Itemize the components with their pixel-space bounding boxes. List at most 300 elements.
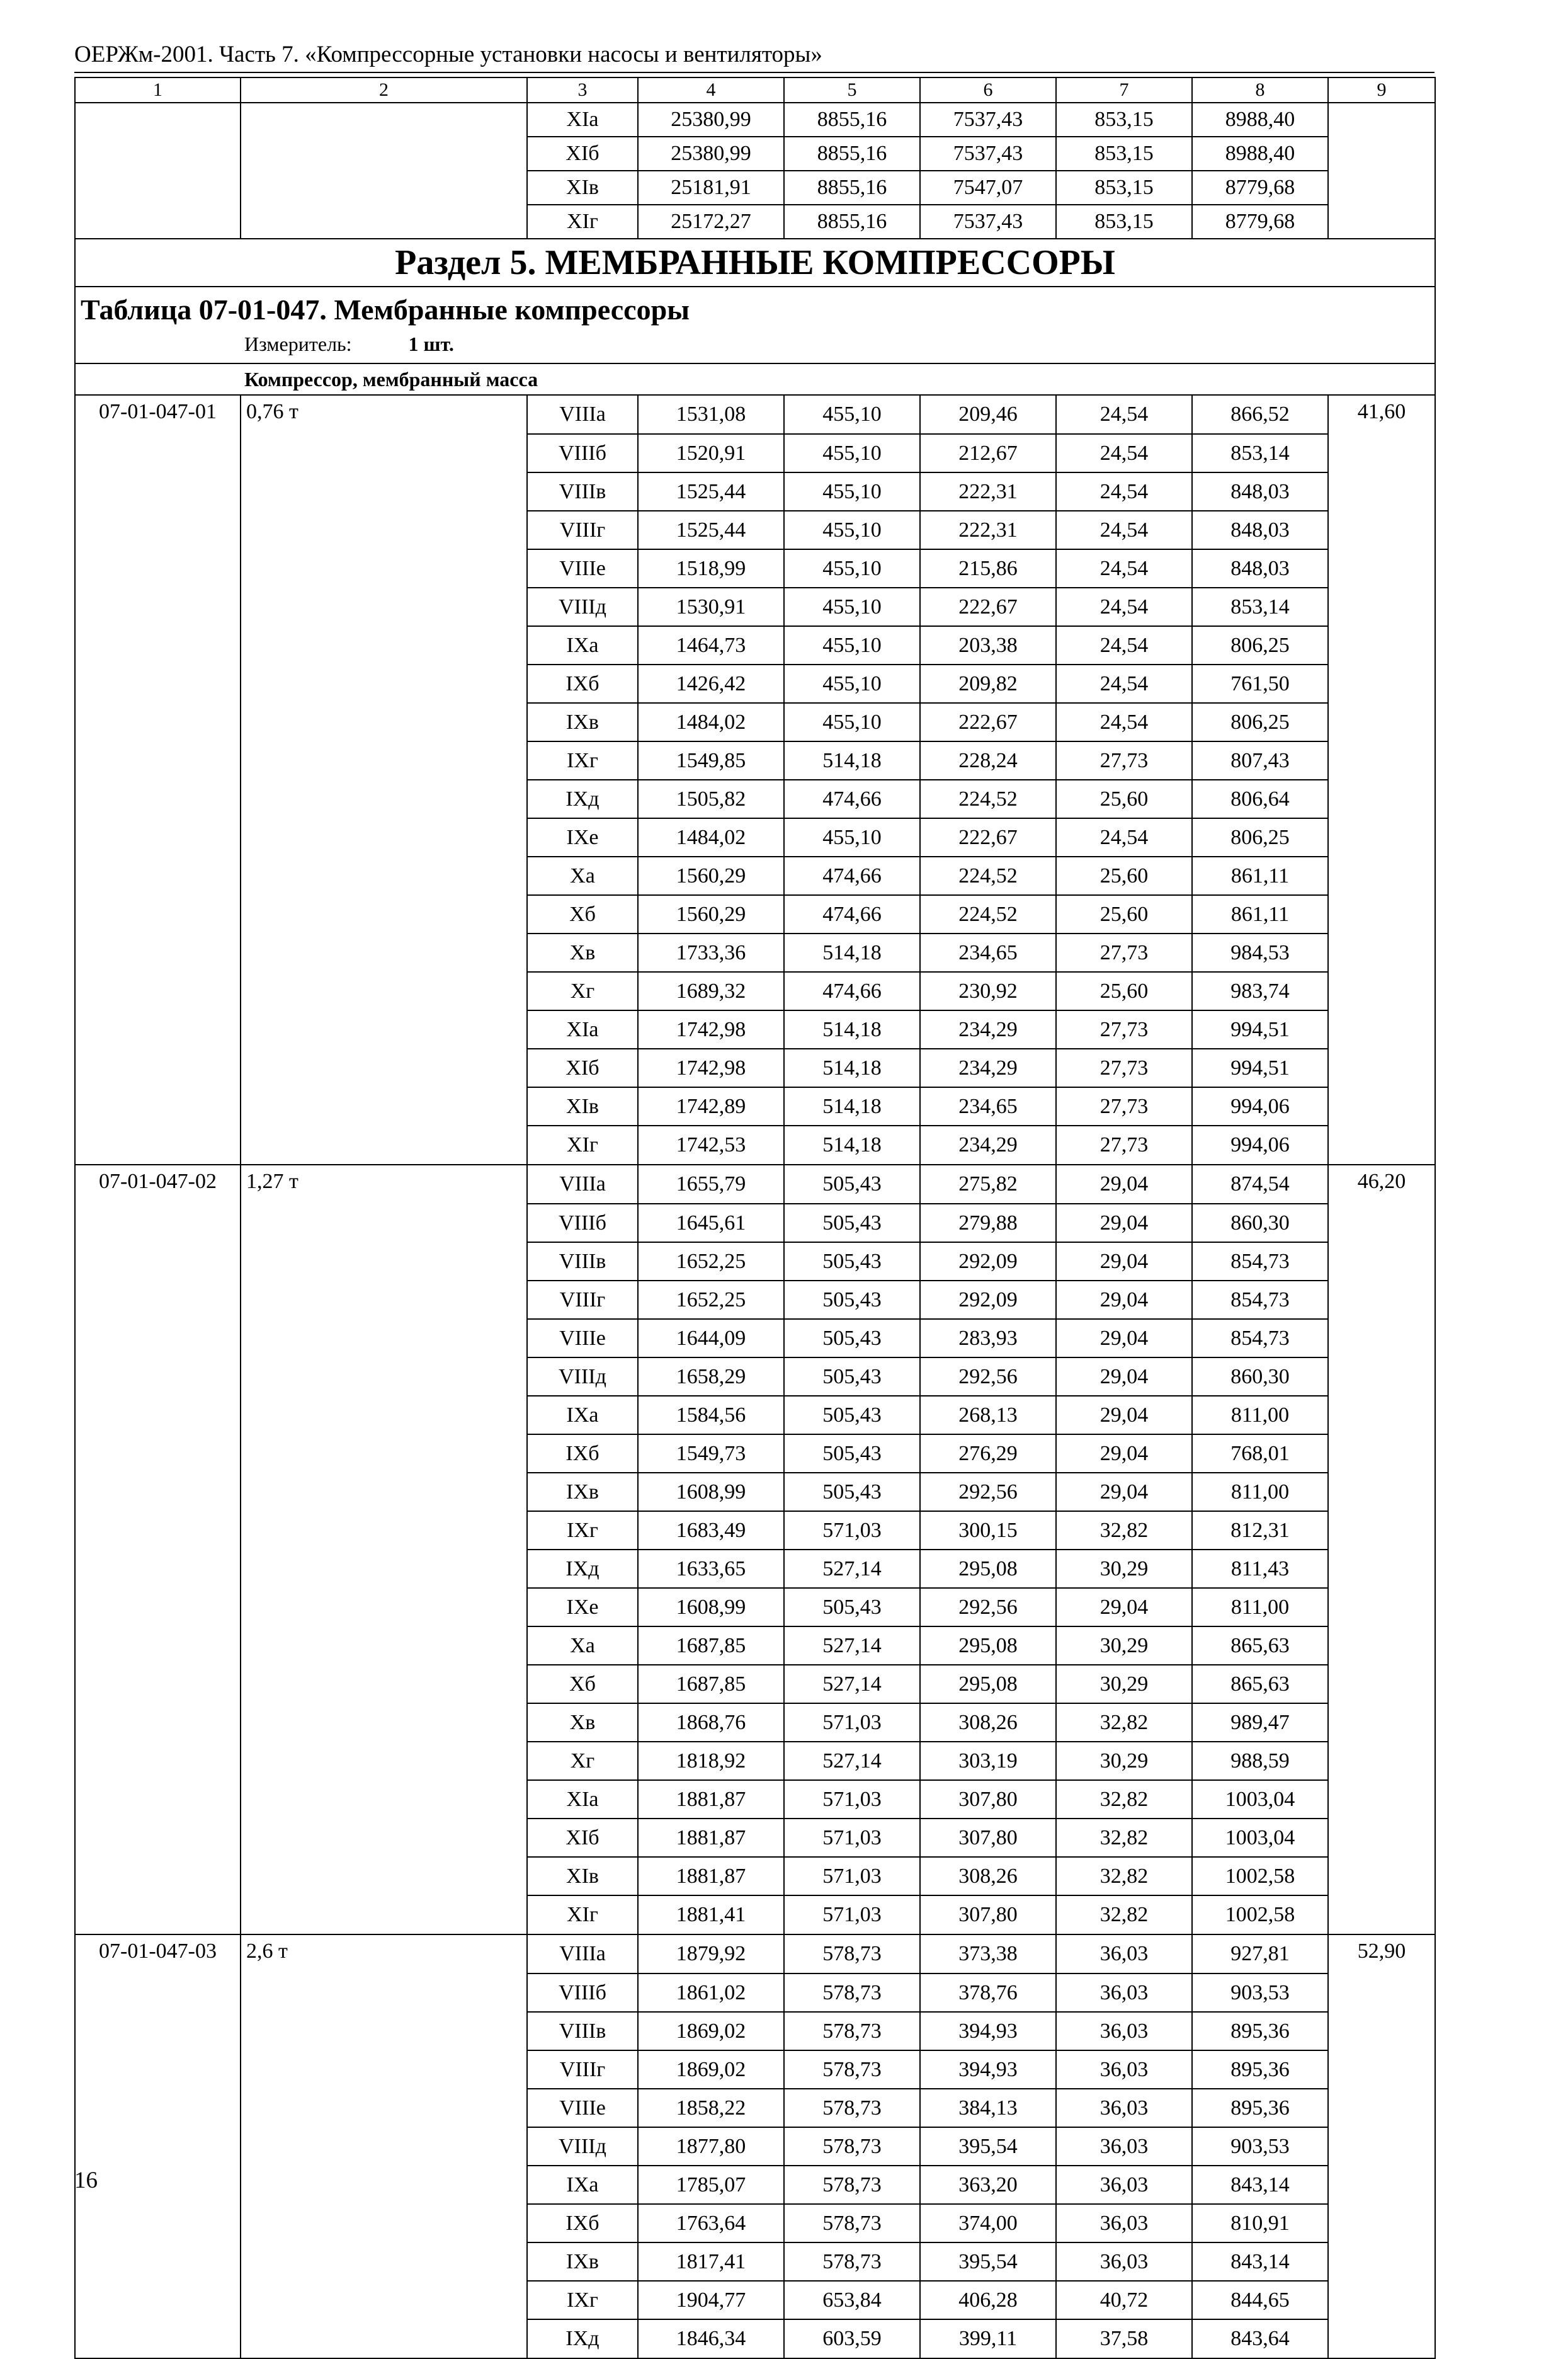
value-cell: 895,36 bbox=[1192, 2089, 1328, 2127]
column-number: 5 bbox=[784, 77, 920, 103]
value-cell: 994,06 bbox=[1192, 1126, 1328, 1165]
value-cell: 527,14 bbox=[784, 1665, 920, 1703]
value-cell: 761,50 bbox=[1192, 665, 1328, 703]
param-cell bbox=[241, 2242, 527, 2281]
value-cell: 292,09 bbox=[920, 1242, 1056, 1281]
value-cell: 8779,68 bbox=[1192, 171, 1328, 205]
table-row bbox=[75, 1665, 1435, 1703]
value-cell: 874,54 bbox=[1192, 1165, 1328, 1204]
code-cell bbox=[75, 1588, 241, 1626]
column-number: 8 bbox=[1192, 77, 1328, 103]
value-cell: 811,00 bbox=[1192, 1588, 1328, 1626]
value-cell: Xa bbox=[527, 1626, 638, 1665]
value-cell: 307,80 bbox=[920, 1895, 1056, 1934]
value-cell: 455,10 bbox=[784, 549, 920, 588]
table-row bbox=[75, 1319, 1435, 1357]
value-cell: 505,43 bbox=[784, 1434, 920, 1473]
code-cell bbox=[75, 2204, 241, 2242]
running-header: ОЕРЖм-2001. Часть 7. «Компрессорные установки насосы и вентиляторы» bbox=[74, 42, 822, 67]
col9-cell bbox=[1328, 2242, 1435, 2281]
value-cell: 308,26 bbox=[920, 1857, 1056, 1895]
value-cell: 860,30 bbox=[1192, 1204, 1328, 1242]
table-row bbox=[75, 1126, 1435, 1165]
value-cell: 853,15 bbox=[1056, 205, 1192, 239]
value-cell: 234,29 bbox=[920, 1126, 1056, 1165]
value-cell: 395,54 bbox=[920, 2127, 1056, 2166]
code-cell: 07-01-047-03 bbox=[75, 1934, 241, 1973]
col9-cell bbox=[1328, 1780, 1435, 1819]
table-row bbox=[75, 588, 1435, 626]
value-cell: 36,03 bbox=[1056, 1934, 1192, 1973]
value-cell: 234,65 bbox=[920, 1087, 1056, 1126]
value-cell: 811,00 bbox=[1192, 1473, 1328, 1511]
value-cell: 1520,91 bbox=[638, 434, 784, 472]
param-cell bbox=[241, 818, 527, 857]
col9-cell bbox=[1328, 665, 1435, 703]
code-cell bbox=[75, 2242, 241, 2281]
value-cell: 984,53 bbox=[1192, 934, 1328, 972]
price-table bbox=[74, 77, 1436, 2359]
value-cell: 1633,65 bbox=[638, 1550, 784, 1588]
param-cell bbox=[241, 1973, 527, 2012]
value-cell: 1645,61 bbox=[638, 1204, 784, 1242]
column-number: 1 bbox=[75, 77, 241, 103]
value-cell: 455,10 bbox=[784, 434, 920, 472]
code-cell bbox=[75, 703, 241, 741]
value-cell: VIIIa bbox=[527, 395, 638, 434]
value-cell: 1003,04 bbox=[1192, 1819, 1328, 1857]
value-cell: 8855,16 bbox=[784, 137, 920, 171]
value-cell: 806,25 bbox=[1192, 818, 1328, 857]
value-cell: 228,24 bbox=[920, 741, 1056, 780]
measure-line bbox=[244, 333, 1434, 355]
value-cell: 1861,02 bbox=[638, 1973, 784, 2012]
value-cell: 1002,58 bbox=[1192, 1895, 1328, 1934]
code-cell bbox=[75, 2319, 241, 2358]
value-cell: VIIIб bbox=[527, 1973, 638, 2012]
col9-cell bbox=[1328, 1665, 1435, 1703]
value-cell: 8855,16 bbox=[784, 205, 920, 239]
value-cell: 8855,16 bbox=[784, 103, 920, 137]
value-cell: 1002,58 bbox=[1192, 1857, 1328, 1895]
code-cell bbox=[75, 2050, 241, 2089]
value-cell: 1644,09 bbox=[638, 1319, 784, 1357]
value-cell: 394,93 bbox=[920, 2050, 1056, 2089]
col9-cell bbox=[1328, 1049, 1435, 1087]
value-cell: 578,73 bbox=[784, 1934, 920, 1973]
code-cell bbox=[75, 1357, 241, 1396]
value-cell: 292,09 bbox=[920, 1281, 1056, 1319]
value-cell: 222,31 bbox=[920, 511, 1056, 549]
param-cell bbox=[241, 472, 527, 511]
table-row bbox=[75, 1511, 1435, 1550]
value-cell: 7547,07 bbox=[920, 171, 1056, 205]
column-number: 4 bbox=[638, 77, 784, 103]
col9-cell bbox=[1328, 2012, 1435, 2050]
value-cell: 7537,43 bbox=[920, 137, 1056, 171]
value-cell: 1763,64 bbox=[638, 2204, 784, 2242]
param-cell bbox=[241, 972, 527, 1010]
table-row bbox=[75, 2281, 1435, 2319]
value-cell: 1658,29 bbox=[638, 1357, 784, 1396]
code-cell bbox=[75, 1204, 241, 1242]
value-cell: 927,81 bbox=[1192, 1934, 1328, 1973]
value-cell: XIб bbox=[527, 1819, 638, 1857]
value-cell: 571,03 bbox=[784, 1895, 920, 1934]
value-cell: IXг bbox=[527, 1511, 638, 1550]
value-cell: XIг bbox=[527, 1126, 638, 1165]
code-cell bbox=[75, 472, 241, 511]
value-cell: 25181,91 bbox=[638, 171, 784, 205]
value-cell: 843,64 bbox=[1192, 2319, 1328, 2358]
table-row bbox=[75, 1895, 1435, 1934]
value-cell: 865,63 bbox=[1192, 1665, 1328, 1703]
page-number: 16 bbox=[74, 2168, 98, 2193]
code-cell bbox=[75, 1434, 241, 1473]
value-cell: 24,54 bbox=[1056, 703, 1192, 741]
code-cell bbox=[75, 1665, 241, 1703]
table-row bbox=[75, 2166, 1435, 2204]
table-row bbox=[75, 626, 1435, 665]
measure-label: Измеритель: bbox=[244, 333, 352, 355]
code-cell bbox=[75, 818, 241, 857]
value-cell: 994,51 bbox=[1192, 1010, 1328, 1049]
value-cell: 1881,87 bbox=[638, 1780, 784, 1819]
value-cell: VIIIб bbox=[527, 434, 638, 472]
value-cell: IXб bbox=[527, 1434, 638, 1473]
param-cell: 1,27 т bbox=[241, 1165, 527, 1204]
value-cell: 1687,85 bbox=[638, 1665, 784, 1703]
value-cell: 24,54 bbox=[1056, 818, 1192, 857]
value-cell: 295,08 bbox=[920, 1626, 1056, 1665]
value-cell: 32,82 bbox=[1056, 1703, 1192, 1742]
value-cell: 276,29 bbox=[920, 1434, 1056, 1473]
value-cell: 29,04 bbox=[1056, 1396, 1192, 1434]
param-cell bbox=[241, 103, 527, 137]
param-cell bbox=[241, 1281, 527, 1319]
value-cell: 505,43 bbox=[784, 1281, 920, 1319]
value-cell: 861,11 bbox=[1192, 895, 1328, 934]
value-cell: 30,29 bbox=[1056, 1742, 1192, 1780]
table-row bbox=[75, 1165, 1435, 1204]
col9-cell bbox=[1328, 972, 1435, 1010]
value-cell: 848,03 bbox=[1192, 549, 1328, 588]
value-cell: VIIIв bbox=[527, 2012, 638, 2050]
col9-cell bbox=[1328, 1626, 1435, 1665]
value-cell: 578,73 bbox=[784, 2166, 920, 2204]
code-cell bbox=[75, 626, 241, 665]
value-cell: 843,14 bbox=[1192, 2166, 1328, 2204]
value-cell: 308,26 bbox=[920, 1703, 1056, 1742]
value-cell: 25,60 bbox=[1056, 857, 1192, 895]
param-cell bbox=[241, 1242, 527, 1281]
code-cell bbox=[75, 1550, 241, 1588]
param-cell bbox=[241, 2319, 527, 2358]
param-cell bbox=[241, 549, 527, 588]
value-cell: Xa bbox=[527, 857, 638, 895]
value-cell: 1687,85 bbox=[638, 1626, 784, 1665]
param-cell bbox=[241, 137, 527, 171]
code-cell bbox=[75, 1319, 241, 1357]
param-cell bbox=[241, 205, 527, 239]
value-cell: 1549,73 bbox=[638, 1434, 784, 1473]
value-cell: 36,03 bbox=[1056, 1973, 1192, 2012]
table-row bbox=[75, 665, 1435, 703]
value-cell: 24,54 bbox=[1056, 665, 1192, 703]
value-cell: 1652,25 bbox=[638, 1281, 784, 1319]
value-cell: 234,29 bbox=[920, 1049, 1056, 1087]
value-cell: 653,84 bbox=[784, 2281, 920, 2319]
value-cell: 234,65 bbox=[920, 934, 1056, 972]
table-row bbox=[75, 2242, 1435, 2281]
value-cell: 212,67 bbox=[920, 434, 1056, 472]
param-cell bbox=[241, 1204, 527, 1242]
header-rule bbox=[74, 72, 1434, 73]
value-cell: 806,25 bbox=[1192, 703, 1328, 741]
table-row bbox=[75, 818, 1435, 857]
value-cell: 209,82 bbox=[920, 665, 1056, 703]
value-cell: 24,54 bbox=[1056, 395, 1192, 434]
value-cell: 1742,98 bbox=[638, 1010, 784, 1049]
value-cell: IXв bbox=[527, 1473, 638, 1511]
code-cell bbox=[75, 857, 241, 895]
param-cell bbox=[241, 665, 527, 703]
value-cell: 1869,02 bbox=[638, 2012, 784, 2050]
value-cell: 24,54 bbox=[1056, 588, 1192, 626]
table-row bbox=[75, 1242, 1435, 1281]
col9-cell bbox=[1328, 549, 1435, 588]
col9-cell bbox=[1328, 1819, 1435, 1857]
table-row bbox=[75, 2127, 1435, 2166]
table-row bbox=[75, 1357, 1435, 1396]
value-cell: 24,54 bbox=[1056, 434, 1192, 472]
table-row bbox=[75, 1703, 1435, 1742]
table-row bbox=[75, 1742, 1435, 1780]
value-cell: 994,06 bbox=[1192, 1087, 1328, 1126]
value-cell: 1608,99 bbox=[638, 1588, 784, 1626]
col9-cell bbox=[1328, 895, 1435, 934]
value-cell: 24,54 bbox=[1056, 511, 1192, 549]
value-cell: 395,54 bbox=[920, 2242, 1056, 2281]
param-cell bbox=[241, 1511, 527, 1550]
col9-cell bbox=[1328, 1281, 1435, 1319]
value-cell: 578,73 bbox=[784, 2012, 920, 2050]
table-row bbox=[75, 137, 1435, 171]
col9-cell bbox=[1328, 626, 1435, 665]
value-cell: 1689,32 bbox=[638, 972, 784, 1010]
value-cell: 36,03 bbox=[1056, 2242, 1192, 2281]
param-cell bbox=[241, 1357, 527, 1396]
col9-cell: 41,60 bbox=[1328, 395, 1435, 434]
value-cell: 222,31 bbox=[920, 472, 1056, 511]
value-cell: VIIIe bbox=[527, 2089, 638, 2127]
col9-cell bbox=[1328, 1204, 1435, 1242]
value-cell: Xв bbox=[527, 934, 638, 972]
value-cell: 571,03 bbox=[784, 1857, 920, 1895]
col9-cell bbox=[1328, 1242, 1435, 1281]
code-cell bbox=[75, 1049, 241, 1087]
value-cell: 8779,68 bbox=[1192, 205, 1328, 239]
value-cell: XIв bbox=[527, 1857, 638, 1895]
value-cell: 27,73 bbox=[1056, 934, 1192, 972]
col9-cell bbox=[1328, 741, 1435, 780]
table-row bbox=[75, 1550, 1435, 1588]
col9-cell bbox=[1328, 1357, 1435, 1396]
value-cell: 230,92 bbox=[920, 972, 1056, 1010]
value-cell: 571,03 bbox=[784, 1511, 920, 1550]
value-cell: 1531,08 bbox=[638, 395, 784, 434]
col9-cell bbox=[1328, 588, 1435, 626]
table-row bbox=[75, 1588, 1435, 1626]
code-cell bbox=[75, 1281, 241, 1319]
code-cell bbox=[75, 780, 241, 818]
value-cell: 24,54 bbox=[1056, 626, 1192, 665]
value-cell: VIIIд bbox=[527, 588, 638, 626]
col9-cell bbox=[1328, 1511, 1435, 1550]
table-title: Таблица 07-01-047. Мембранные компрессоры bbox=[81, 294, 690, 326]
table-row bbox=[75, 2319, 1435, 2358]
value-cell: 455,10 bbox=[784, 511, 920, 549]
value-cell: 37,58 bbox=[1056, 2319, 1192, 2358]
value-cell: 27,73 bbox=[1056, 1087, 1192, 1126]
code-cell: 07-01-047-02 bbox=[75, 1165, 241, 1204]
col9-cell bbox=[1328, 472, 1435, 511]
code-cell bbox=[75, 549, 241, 588]
value-cell: 866,52 bbox=[1192, 395, 1328, 434]
code-cell bbox=[75, 1780, 241, 1819]
value-cell: 812,31 bbox=[1192, 1511, 1328, 1550]
param-cell bbox=[241, 2050, 527, 2089]
table-row bbox=[75, 1204, 1435, 1242]
value-cell: 854,73 bbox=[1192, 1242, 1328, 1281]
table-row bbox=[75, 934, 1435, 972]
value-cell: IXг bbox=[527, 741, 638, 780]
value-cell: 514,18 bbox=[784, 1049, 920, 1087]
value-cell: 514,18 bbox=[784, 741, 920, 780]
value-cell: VIIIб bbox=[527, 1204, 638, 1242]
table-row bbox=[75, 857, 1435, 895]
value-cell: XIa bbox=[527, 103, 638, 137]
col9-cell bbox=[1328, 1973, 1435, 2012]
value-cell: 275,82 bbox=[920, 1165, 1056, 1204]
value-cell: IXб bbox=[527, 2204, 638, 2242]
code-cell bbox=[75, 434, 241, 472]
value-cell: 27,73 bbox=[1056, 1126, 1192, 1165]
value-cell: 527,14 bbox=[784, 1626, 920, 1665]
value-cell: 603,59 bbox=[784, 2319, 920, 2358]
value-cell: 1652,25 bbox=[638, 1242, 784, 1281]
value-cell: VIIIв bbox=[527, 1242, 638, 1281]
param-cell bbox=[241, 2012, 527, 2050]
value-cell: 1484,02 bbox=[638, 703, 784, 741]
resource-title-row bbox=[75, 363, 1435, 395]
value-cell: VIIIв bbox=[527, 472, 638, 511]
value-cell: 514,18 bbox=[784, 1010, 920, 1049]
value-cell: XIa bbox=[527, 1010, 638, 1049]
table-title-row bbox=[75, 287, 1435, 363]
col9-cell bbox=[1328, 1703, 1435, 1742]
value-cell: 848,03 bbox=[1192, 472, 1328, 511]
value-cell: 1881,87 bbox=[638, 1819, 784, 1857]
value-cell: IXe bbox=[527, 818, 638, 857]
table-row bbox=[75, 2012, 1435, 2050]
code-cell bbox=[75, 588, 241, 626]
value-cell: Xв bbox=[527, 1703, 638, 1742]
col9-cell bbox=[1328, 780, 1435, 818]
value-cell: 7537,43 bbox=[920, 205, 1056, 239]
param-cell bbox=[241, 626, 527, 665]
code-cell bbox=[75, 1010, 241, 1049]
value-cell: XIв bbox=[527, 171, 638, 205]
value-cell: 1818,92 bbox=[638, 1742, 784, 1780]
value-cell: 1584,56 bbox=[638, 1396, 784, 1434]
value-cell: 455,10 bbox=[784, 818, 920, 857]
value-cell: 1869,02 bbox=[638, 2050, 784, 2089]
value-cell: 29,04 bbox=[1056, 1473, 1192, 1511]
value-cell: 307,80 bbox=[920, 1780, 1056, 1819]
value-cell: 24,54 bbox=[1056, 549, 1192, 588]
column-number: 9 bbox=[1328, 77, 1435, 103]
code-cell bbox=[75, 1473, 241, 1511]
param-cell bbox=[241, 1895, 527, 1934]
value-cell: IXд bbox=[527, 780, 638, 818]
value-cell: 25380,99 bbox=[638, 137, 784, 171]
value-cell: 1683,49 bbox=[638, 1511, 784, 1550]
value-cell: 474,66 bbox=[784, 895, 920, 934]
param-cell bbox=[241, 1588, 527, 1626]
code-cell bbox=[75, 2281, 241, 2319]
value-cell: 1525,44 bbox=[638, 511, 784, 549]
col9-cell bbox=[1328, 2281, 1435, 2319]
value-cell: 283,93 bbox=[920, 1319, 1056, 1357]
value-cell: 8855,16 bbox=[784, 171, 920, 205]
value-cell: 861,11 bbox=[1192, 857, 1328, 895]
param-cell bbox=[241, 1857, 527, 1895]
value-cell: 1904,77 bbox=[638, 2281, 784, 2319]
value-cell: 994,51 bbox=[1192, 1049, 1328, 1087]
param-cell bbox=[241, 511, 527, 549]
value-cell: 1426,42 bbox=[638, 665, 784, 703]
col9-cell bbox=[1328, 1396, 1435, 1434]
code-cell bbox=[75, 2089, 241, 2127]
value-cell: 505,43 bbox=[784, 1357, 920, 1396]
col9-cell bbox=[1328, 103, 1435, 137]
table-row bbox=[75, 1780, 1435, 1819]
value-cell: 455,10 bbox=[784, 472, 920, 511]
table-row bbox=[75, 1396, 1435, 1434]
table-row bbox=[75, 2050, 1435, 2089]
param-cell: 0,76 т bbox=[241, 395, 527, 434]
value-cell: XIб bbox=[527, 137, 638, 171]
value-cell: 527,14 bbox=[784, 1742, 920, 1780]
code-cell bbox=[75, 1087, 241, 1126]
value-cell: 27,73 bbox=[1056, 741, 1192, 780]
value-cell: 455,10 bbox=[784, 665, 920, 703]
value-cell: 474,66 bbox=[784, 972, 920, 1010]
param-cell bbox=[241, 895, 527, 934]
value-cell: 27,73 bbox=[1056, 1010, 1192, 1049]
col9-cell bbox=[1328, 1319, 1435, 1357]
value-cell: IXд bbox=[527, 1550, 638, 1588]
code-cell bbox=[75, 171, 241, 205]
value-cell: 224,52 bbox=[920, 857, 1056, 895]
value-cell: 1518,99 bbox=[638, 549, 784, 588]
value-cell: 811,00 bbox=[1192, 1396, 1328, 1434]
param-cell bbox=[241, 2281, 527, 2319]
value-cell: 1858,22 bbox=[638, 2089, 784, 2127]
value-cell: 222,67 bbox=[920, 703, 1056, 741]
value-cell: VIIIa bbox=[527, 1165, 638, 1204]
